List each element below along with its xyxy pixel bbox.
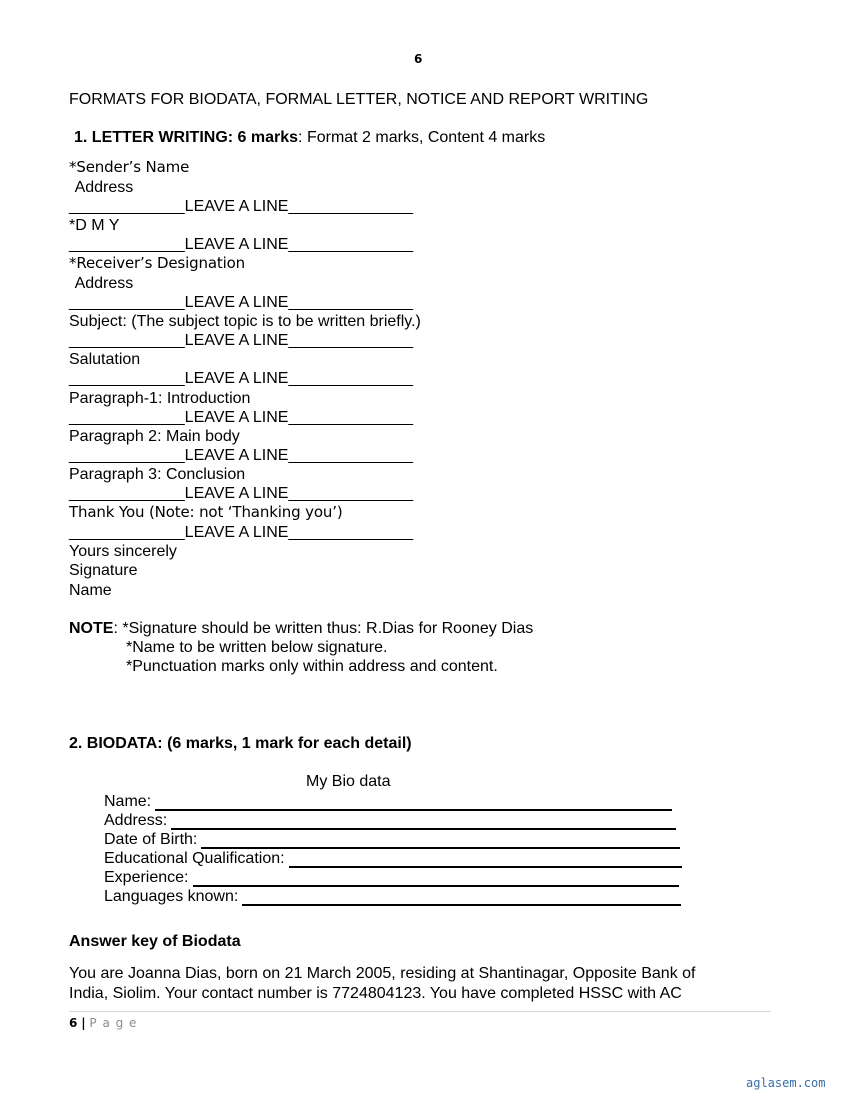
biodata-field-experience <box>104 868 679 887</box>
letter-format-line-22: Name <box>69 582 112 599</box>
answer-key-line-1: You are Joanna Dias, born on 21 March 2005, residing at Shantinagar, Opposite Bank of <box>69 965 696 982</box>
note-line-1 <box>69 619 533 638</box>
biodata-field-label: Date of Birth: <box>104 831 198 848</box>
biodata-field-label: Address: <box>104 812 168 829</box>
letter-format-line-17: _____________LEAVE A LINE______________ <box>69 485 414 502</box>
footer-page-label <box>69 1016 137 1030</box>
biodata-blank-line <box>242 889 681 906</box>
biodata-field-languages <box>104 887 681 906</box>
page-title: FORMATS FOR BIODATA, FORMAL LETTER, NOTICE AND REPORT WRITING <box>69 91 649 108</box>
biodata-field-label: Experience: <box>104 869 189 886</box>
footer-page-word: P a g e <box>89 1016 138 1030</box>
letter-format-line-12: Paragraph-1: Introduction <box>69 390 251 407</box>
letter-format-line-15: _____________LEAVE A LINE______________ <box>69 447 414 464</box>
biodata-blank-line <box>193 870 679 887</box>
letter-format-line-11: _____________LEAVE A LINE______________ <box>69 370 414 387</box>
footer-page-number: 6 <box>69 1016 78 1030</box>
biodata-blank-line <box>201 832 680 849</box>
footer-divider <box>69 1011 771 1012</box>
biodata-field-dob <box>104 830 680 849</box>
letter-format-line-18 <box>69 503 343 522</box>
letter-format-line-5 <box>69 254 245 273</box>
biodata-field-education <box>104 849 682 868</box>
letter-writing-heading-bold: 1. LETTER WRITING: 6 marks <box>74 129 299 146</box>
biodata-field-label: Educational Qualification: <box>104 850 285 867</box>
letter-writing-heading <box>74 128 545 147</box>
note-line-2: *Name to be written below signature. <box>126 639 388 656</box>
letter-line-text: *Sender’s Name <box>69 158 190 176</box>
biodata-form-title: My Bio data <box>306 773 391 790</box>
letter-format-line-4: _____________LEAVE A LINE______________ <box>69 236 414 253</box>
biodata-field-name <box>104 792 672 811</box>
letter-format-line-0 <box>69 158 189 177</box>
footer-separator: | <box>81 1016 86 1030</box>
answer-key-line-2: India, Siolim. Your contact number is 7724804123. You have completed HSSC with AC <box>69 985 682 1002</box>
letter-format-line-10: Salutation <box>69 351 141 368</box>
letter-line-text: *Receiver’s Designation <box>69 254 246 272</box>
biodata-field-label: Languages known: <box>104 888 239 905</box>
biodata-field-address <box>104 811 676 830</box>
letter-format-line-14: Paragraph 2: Main body <box>69 428 240 445</box>
letter-format-line-6: Address <box>71 275 134 292</box>
letter-format-line-7: _____________LEAVE A LINE______________ <box>69 294 414 311</box>
note-text-1: : *Signature should be written thus: R.Dias for Rooney Dias <box>113 620 534 637</box>
letter-format-line-20: Yours sincerely <box>69 543 177 560</box>
letter-line-text: Thank You (Note: not ‘Thanking you’) <box>69 503 343 521</box>
letter-format-line-8: Subject: (The subject topic is to be written briefly.) <box>69 313 421 330</box>
note-line-3: *Punctuation marks only within address and content. <box>126 658 498 675</box>
letter-format-line-1: Address <box>71 179 134 196</box>
note-label: NOTE <box>69 620 114 637</box>
letter-format-line-2: _____________LEAVE A LINE______________ <box>69 198 414 215</box>
letter-format-line-21: Signature <box>69 562 138 579</box>
biodata-blank-line <box>289 851 682 868</box>
letter-format-line-19: _____________LEAVE A LINE______________ <box>69 524 414 541</box>
letter-format-line-9: _____________LEAVE A LINE______________ <box>69 332 414 349</box>
letter-writing-heading-rest: : Format 2 marks, Content 4 marks <box>298 129 546 146</box>
letter-format-line-16: Paragraph 3: Conclusion <box>69 466 246 483</box>
answer-key-heading: Answer key of Biodata <box>69 933 241 950</box>
letter-format-line-3: *D M Y <box>69 217 120 234</box>
biodata-field-label: Name: <box>104 793 152 810</box>
biodata-blank-line <box>155 794 672 811</box>
letter-format-line-13: _____________LEAVE A LINE______________ <box>69 409 414 426</box>
watermark: aglasem.com <box>746 1076 826 1090</box>
biodata-blank-line <box>171 813 676 830</box>
biodata-heading: 2. BIODATA: (6 marks, 1 mark for each detail) <box>69 735 412 752</box>
header-page-number: 6 <box>414 52 423 66</box>
